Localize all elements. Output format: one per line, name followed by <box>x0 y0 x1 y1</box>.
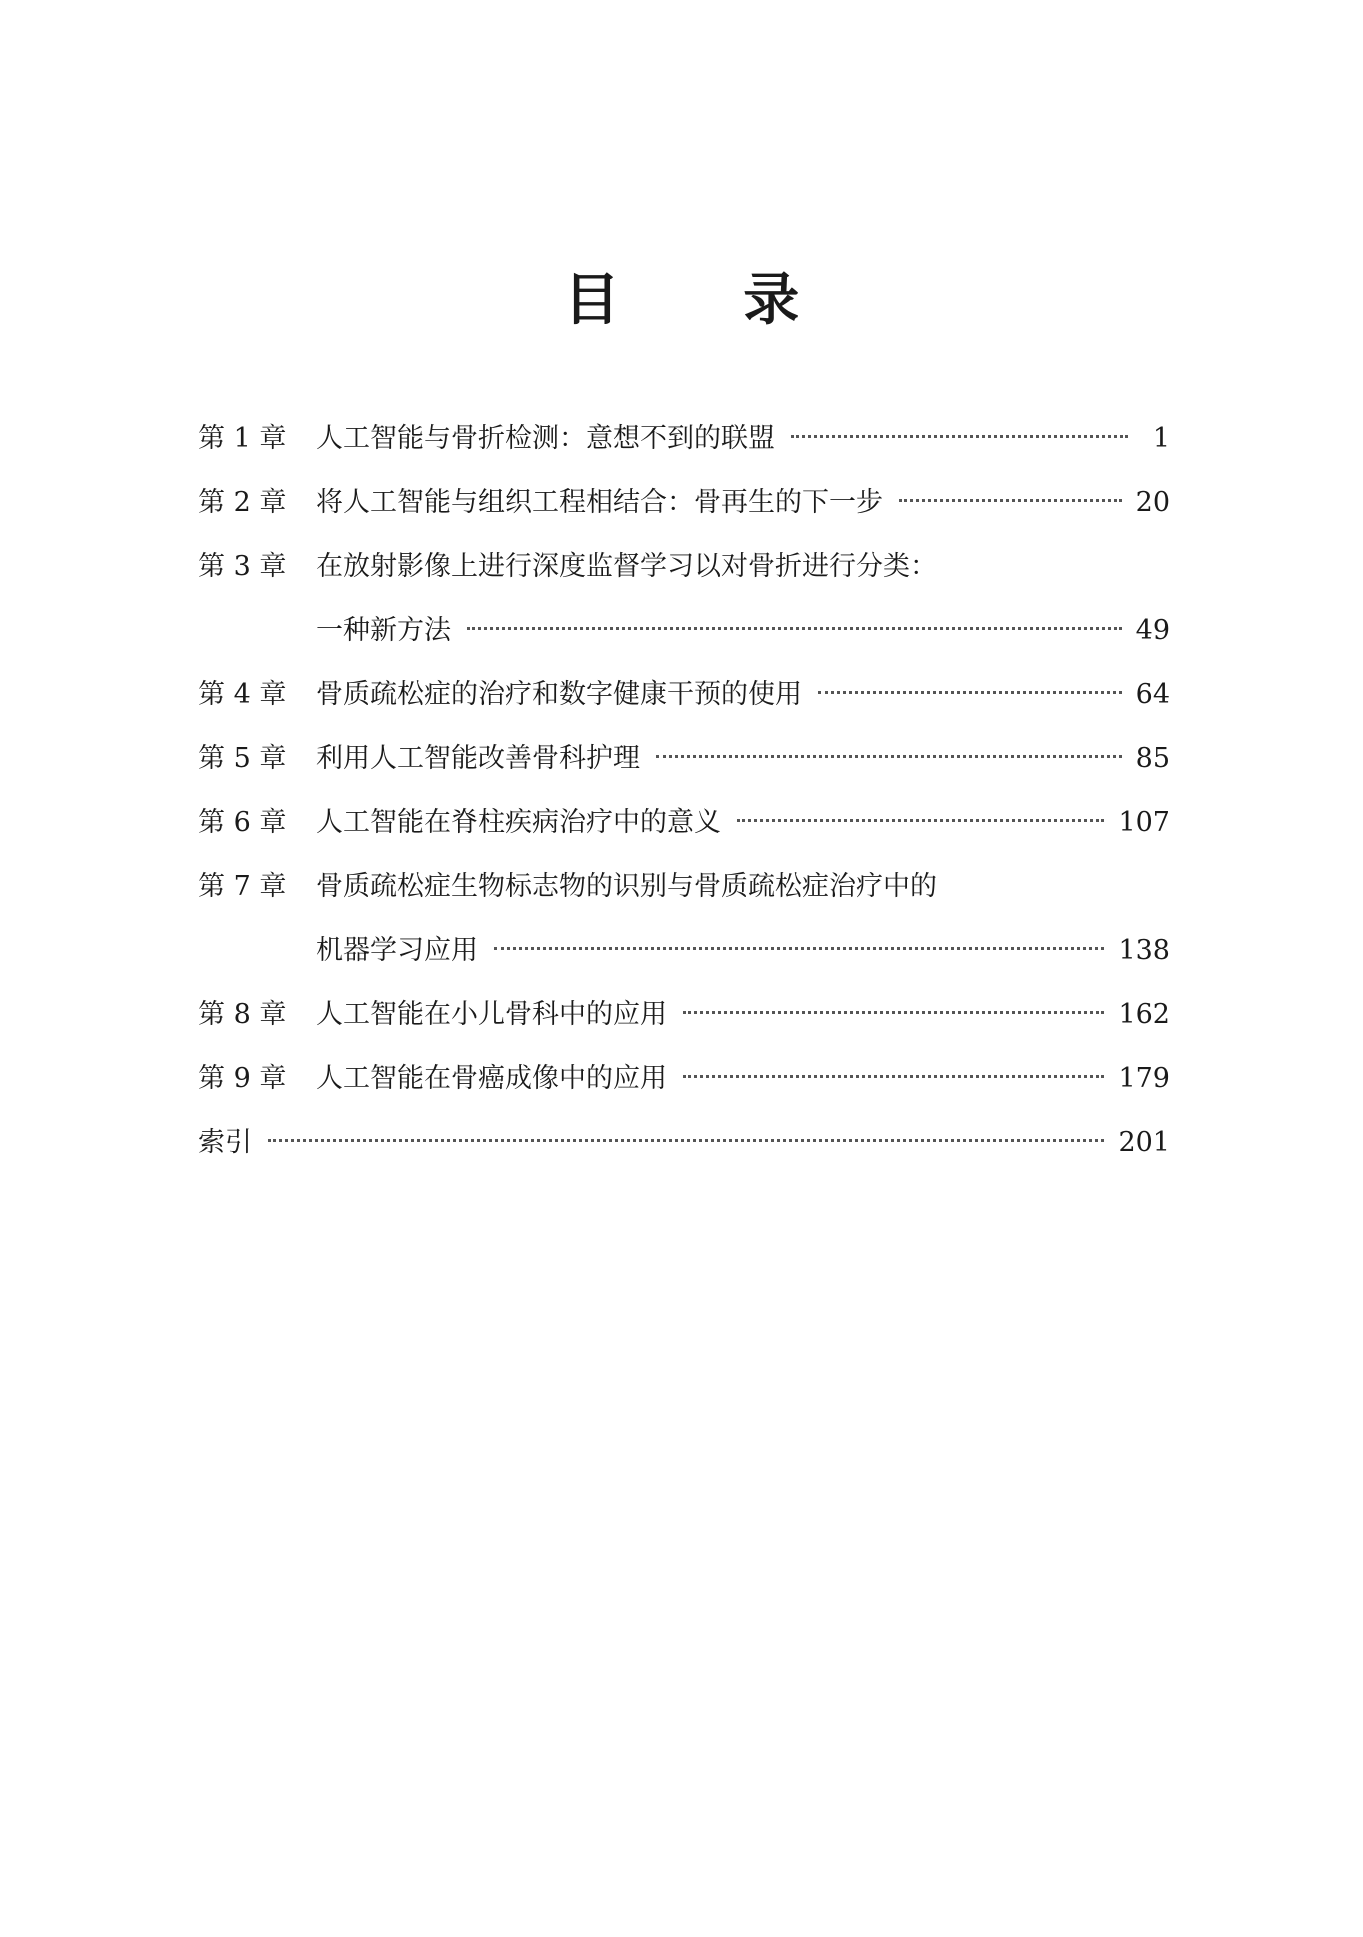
dot-leader <box>737 819 1104 822</box>
toc-entry-chapter-4[interactable] <box>198 663 1170 727</box>
toc-entry-chapter-8[interactable] <box>198 983 1170 1047</box>
chapter-title-continuation: 机器学习应用 <box>316 935 478 966</box>
toc-entry-chapter-5[interactable] <box>198 727 1170 791</box>
page-number: 107 <box>1118 807 1170 838</box>
chapter-title-continuation: 一种新方法 <box>316 615 451 646</box>
chapter-title: 人工智能在脊柱疾病治疗中的意义 <box>316 807 721 838</box>
chapter-title: 利用人工智能改善骨科护理 <box>316 743 640 774</box>
chapter-label: 第 1 章 <box>198 423 287 454</box>
toc-entry-chapter-9[interactable] <box>198 1047 1170 1111</box>
page-number: 162 <box>1118 999 1170 1030</box>
chapter-label: 第 8 章 <box>198 999 287 1030</box>
dot-leader <box>791 435 1128 438</box>
page-number: 85 <box>1135 743 1170 774</box>
chapter-title: 人工智能在骨癌成像中的应用 <box>316 1063 667 1094</box>
dot-leader <box>268 1139 1104 1142</box>
page-number: 138 <box>1118 935 1170 966</box>
toc-entry-chapter-7[interactable] <box>198 855 1170 919</box>
page-number: 49 <box>1135 615 1170 646</box>
chapter-label: 第 6 章 <box>198 807 287 838</box>
toc-entry-chapter-1[interactable] <box>198 407 1170 471</box>
dot-leader <box>656 755 1122 758</box>
toc-entry-chapter-6[interactable] <box>198 791 1170 855</box>
page-number: 64 <box>1135 679 1170 710</box>
dot-leader <box>683 1011 1104 1014</box>
chapter-label: 第 9 章 <box>198 1063 287 1094</box>
page-number: 179 <box>1118 1063 1170 1094</box>
chapter-title: 骨质疏松症生物标志物的识别与骨质疏松症治疗中的 <box>316 871 937 902</box>
toc-entry-chapter-2[interactable] <box>198 471 1170 535</box>
dot-leader <box>683 1075 1104 1078</box>
chapter-title: 将人工智能与组织工程相结合：骨再生的下一步 <box>316 487 883 518</box>
chapter-title: 人工智能在小儿骨科中的应用 <box>316 999 667 1030</box>
chapter-title: 人工智能与骨折检测：意想不到的联盟 <box>316 423 775 454</box>
chapter-label: 第 7 章 <box>198 871 287 902</box>
toc-entry-chapter-3[interactable] <box>198 535 1170 599</box>
page-title: 目 录 <box>563 267 852 333</box>
chapter-label: 第 2 章 <box>198 487 287 518</box>
chapter-label: 第 3 章 <box>198 551 287 582</box>
dot-leader <box>467 627 1122 630</box>
chapter-title: 骨质疏松症的治疗和数字健康干预的使用 <box>316 679 802 710</box>
toc-entry-chapter-7-continued[interactable] <box>198 919 1170 983</box>
page-number: 1 <box>1152 423 1170 454</box>
dot-leader <box>494 947 1104 950</box>
dot-leader <box>899 499 1122 502</box>
dot-leader <box>818 691 1122 694</box>
index-title: 索引 <box>198 1127 252 1158</box>
chapter-label: 第 4 章 <box>198 679 287 710</box>
page-number: 20 <box>1135 487 1170 518</box>
chapter-label: 第 5 章 <box>198 743 287 774</box>
toc-entry-index[interactable] <box>198 1111 1170 1175</box>
toc-entry-chapter-3-continued[interactable] <box>198 599 1170 663</box>
page-number: 201 <box>1118 1127 1170 1158</box>
chapter-title: 在放射影像上进行深度监督学习以对骨折进行分类： <box>316 551 937 582</box>
table-of-contents <box>198 407 1170 1175</box>
